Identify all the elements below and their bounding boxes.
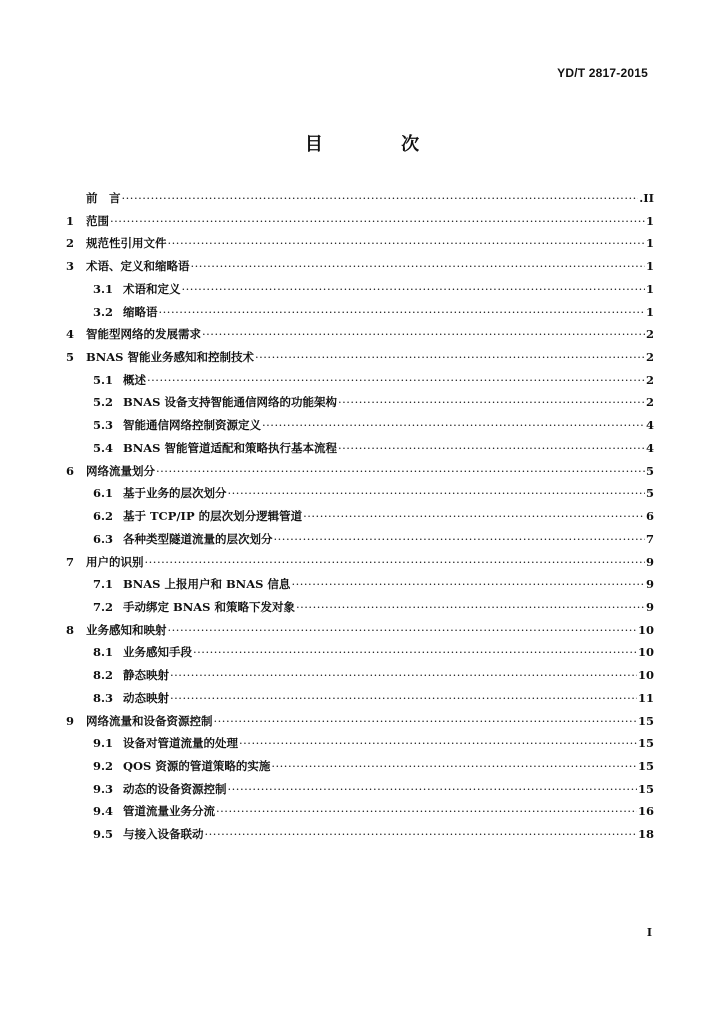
toc-title: 目 次: [304, 134, 456, 155]
toc-leader-dots: [216, 804, 637, 818]
toc-leader-dots: [228, 486, 645, 500]
toc-entry[interactable]: [66, 508, 654, 531]
toc-entry-page: 4: [645, 440, 654, 455]
toc-leader-dots: [122, 191, 639, 205]
toc-entry-label: 术语和定义: [123, 281, 181, 296]
toc-entry[interactable]: [66, 235, 654, 258]
table-of-contents: [66, 190, 654, 849]
toc-entry[interactable]: [66, 440, 654, 463]
page-number: I: [646, 926, 652, 939]
toc-entry-label: BNAS 智能管道适配和策略执行基本流程: [123, 440, 337, 455]
toc-entry[interactable]: [66, 622, 654, 645]
toc-entry-label: 与接入设备联动: [123, 827, 204, 842]
toc-entry-number: 6.1: [93, 486, 114, 501]
toc-entry-number: 7.1: [93, 577, 114, 592]
toc-entry-page: 15: [637, 736, 654, 751]
toc-entry-page: 2: [645, 395, 654, 410]
toc-leader-dots: [303, 509, 645, 523]
toc-entry-label: 规范性引用文件: [86, 236, 167, 251]
toc-entry-number: 7.2: [93, 599, 114, 614]
toc-entry-number: 9: [66, 713, 75, 728]
toc-entry-page: 1: [645, 236, 654, 251]
toc-entry-label: 智能通信网络控制资源定义: [123, 418, 261, 433]
toc-entry-label: 术语、定义和缩略语: [86, 259, 190, 274]
toc-entry-page: 6: [645, 509, 654, 524]
toc-entry-page: 9: [645, 577, 654, 592]
toc-leader-dots: [145, 555, 645, 569]
toc-entry-number: 3: [66, 259, 75, 274]
toc-leader-dots: [338, 395, 645, 409]
toc-leader-dots: [147, 373, 645, 387]
toc-leader-dots: [338, 441, 645, 455]
toc-entry[interactable]: [66, 781, 654, 804]
toc-entry-label: 业务感知手段: [123, 645, 192, 660]
toc-entry-number: 8: [66, 622, 75, 637]
toc-entry-label: 基于 TCP/IP 的层次划分逻辑管道: [123, 509, 303, 524]
toc-entry-number: 9.5: [93, 827, 114, 842]
toc-entry-number: 9.4: [93, 804, 114, 819]
toc-entry-label: 手动绑定 BNAS 和策略下发对象: [123, 599, 295, 614]
toc-entry-label: 基于业务的层次划分: [123, 486, 227, 501]
toc-entry[interactable]: [66, 326, 654, 349]
toc-entry[interactable]: [66, 599, 654, 622]
toc-entry-page: 5: [645, 463, 654, 478]
toc-entry-page: 15: [637, 758, 654, 773]
toc-leader-dots: [170, 691, 637, 705]
toc-entry[interactable]: [66, 690, 654, 713]
toc-entry-number: 9.3: [93, 781, 114, 796]
toc-entry[interactable]: [66, 826, 654, 849]
toc-entry-page: 2: [645, 372, 654, 387]
toc-entry-page: 10: [637, 622, 654, 637]
toc-entry[interactable]: [66, 531, 654, 554]
toc-entry-label: 动态映射: [123, 690, 169, 705]
toc-entry-label: 静态映射: [123, 668, 169, 683]
toc-entry-number: 9.1: [93, 736, 114, 751]
toc-entry-number: 5.4: [93, 440, 114, 455]
toc-entry-page: 1: [645, 213, 654, 228]
toc-entry-page: 7: [645, 531, 654, 546]
toc-entry-page: 10: [637, 668, 654, 683]
toc-entry-label: 业务感知和映射: [86, 622, 167, 637]
toc-entry-page: .II: [639, 191, 654, 205]
toc-entry-label: 缩略语: [123, 304, 158, 319]
toc-leader-dots: [202, 327, 645, 341]
toc-leader-dots: [110, 214, 645, 228]
toc-leader-dots: [214, 714, 637, 728]
toc-entry-label: BNAS 上报用户和 BNAS 信息: [123, 577, 291, 592]
toc-entry-page: 2: [645, 350, 654, 365]
toc-entry-label: 智能型网络的发展需求: [86, 327, 201, 342]
toc-entry-page: 9: [645, 599, 654, 614]
toc-entry-label: 动态的设备资源控制: [123, 781, 227, 796]
toc-leader-dots: [262, 418, 645, 432]
toc-entry-label: 用户的识别: [86, 554, 144, 569]
toc-entry-number: 2: [66, 236, 75, 251]
toc-entry-label: 网络流量划分: [86, 463, 155, 478]
toc-leader-dots: [159, 305, 645, 319]
toc-leader-dots: [193, 645, 637, 659]
toc-entry-page: 1: [645, 259, 654, 274]
toc-entry-page: 5: [645, 486, 654, 501]
toc-entry-number: 6.2: [93, 509, 114, 524]
toc-entry-page: 1: [645, 281, 654, 296]
toc-leader-dots: [291, 577, 645, 591]
toc-entry-number: 5: [66, 350, 75, 365]
toc-entry[interactable]: [66, 304, 654, 327]
toc-entry-label: 前 言: [86, 191, 121, 205]
toc-leader-dots: [182, 282, 645, 296]
toc-leader-dots: [156, 464, 645, 478]
toc-entry[interactable]: [66, 258, 654, 281]
toc-entry-page: 9: [645, 554, 654, 569]
toc-entry-number: 4: [66, 327, 75, 342]
toc-leader-dots: [168, 236, 645, 250]
toc-entry-label: 设备对管道流量的处理: [123, 736, 238, 751]
toc-entry[interactable]: [66, 372, 654, 395]
toc-entry[interactable]: [66, 394, 654, 417]
toc-entry[interactable]: [66, 758, 654, 781]
toc-entry-label: 范围: [86, 213, 109, 228]
toc-entry-number: 5.1: [93, 372, 114, 387]
toc-entry-page: 15: [637, 781, 654, 796]
toc-entry[interactable]: [66, 349, 654, 372]
toc-entry-number: 1: [66, 213, 75, 228]
toc-entry-label: 管道流量业务分流: [123, 804, 215, 819]
toc-leader-dots: [170, 668, 637, 682]
toc-entry-number: 8.3: [93, 690, 114, 705]
toc-entry-label: BNAS 智能业务感知和控制技术: [86, 350, 254, 365]
toc-leader-dots: [274, 532, 645, 546]
toc-entry-page: 16: [637, 804, 654, 819]
toc-entry[interactable]: [66, 281, 654, 304]
toc-entry[interactable]: [66, 554, 654, 577]
toc-entry-number: 7: [66, 554, 75, 569]
toc-entry-number: 6.3: [93, 531, 114, 546]
toc-entry-label: QOS 资源的管道策略的实施: [123, 758, 271, 773]
toc-entry[interactable]: [66, 190, 654, 213]
toc-entry[interactable]: [66, 576, 654, 599]
toc-entry-label: 各种类型隧道流量的层次划分: [123, 531, 273, 546]
toc-entry-number: 3.1: [93, 281, 114, 296]
toc-entry-number: 5.3: [93, 418, 114, 433]
toc-entry[interactable]: [66, 485, 654, 508]
toc-entry-page: 11: [637, 690, 654, 705]
toc-entry-page: 4: [645, 418, 654, 433]
standard-code: YD/T 2817-2015: [557, 66, 648, 80]
toc-leader-dots: [255, 350, 645, 364]
toc-entry-number: 9.2: [93, 758, 114, 773]
toc-entry-number: 8.2: [93, 668, 114, 683]
toc-entry[interactable]: [66, 213, 654, 236]
toc-entry-page: 2: [645, 327, 654, 342]
toc-entry[interactable]: [66, 417, 654, 440]
toc-leader-dots: [205, 827, 637, 841]
toc-leader-dots: [191, 259, 645, 273]
toc-entry-page: 15: [637, 713, 654, 728]
toc-entry-number: 6: [66, 463, 75, 478]
toc-leader-dots: [228, 782, 637, 796]
toc-entry-number: 3.2: [93, 304, 114, 319]
toc-entry[interactable]: [66, 803, 654, 826]
toc-entry[interactable]: [66, 644, 654, 667]
toc-leader-dots: [296, 600, 645, 614]
toc-entry-number: 5.2: [93, 395, 114, 410]
toc-entry-label: BNAS 设备支持智能通信网络的功能架构: [123, 395, 337, 410]
toc-entry[interactable]: [66, 735, 654, 758]
toc-leader-dots: [168, 623, 637, 637]
toc-leader-dots: [239, 736, 637, 750]
toc-leader-dots: [271, 759, 637, 773]
toc-entry[interactable]: [66, 463, 654, 486]
toc-entry[interactable]: [66, 667, 654, 690]
toc-entry-label: 网络流量和设备资源控制: [86, 713, 213, 728]
toc-entry-page: 10: [637, 645, 654, 660]
toc-entry-label: 概述: [123, 372, 146, 387]
toc-entry[interactable]: [66, 713, 654, 736]
toc-entry-page: 18: [637, 827, 654, 842]
toc-entry-number: 8.1: [93, 645, 114, 660]
toc-entry-page: 1: [645, 304, 654, 319]
